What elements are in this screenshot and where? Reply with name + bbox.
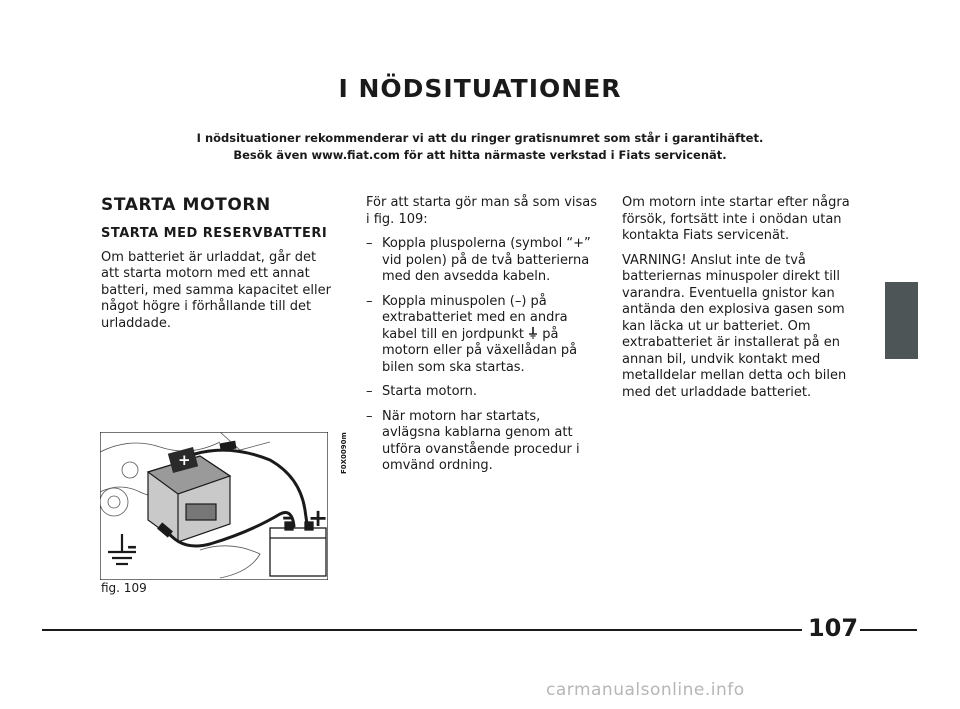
column-2 <box>366 195 601 483</box>
column-1 <box>101 197 336 340</box>
watermark: carmanualsonline.info <box>546 680 745 700</box>
intro-line-2: Besök även www.fiat.com för att hitta närmaste verkstad i Fiats servicenät. <box>233 148 727 162</box>
footer-rule-right <box>860 629 917 631</box>
section-subheading: STARTA MED RESERVBATTERI <box>101 225 328 241</box>
warning-paragraph: VARNING! Anslut inte de två batteriernas minuspoler direkt till varandra. Eventuella gnistor kan antända den explosiva gasen som kan läcka ut ur batteriet. Om extrabatteriet är installerat på en annan bil, undvik kontakt med metalldelar mellan detta och bilen med det urladdade batteriet. <box>622 252 847 400</box>
step-dash: – <box>366 408 373 424</box>
step-text-part-1: Koppla minuspolen (–) på extrabatteriet med en andra kabel till en jordpunkt <box>382 293 568 342</box>
step-4 <box>366 409 601 475</box>
step-text: När motorn har startats, avlägsna kablarna genom att utföra ovanstående procedur i omvänd ordning. <box>382 408 580 473</box>
booster-plus-sign: + <box>308 504 328 532</box>
step-dash: – <box>366 384 373 399</box>
page-title: I NÖDSITUATIONER <box>338 74 622 103</box>
figure-caption: fig. 109 <box>101 581 147 595</box>
step-text <box>382 294 601 377</box>
step-2 <box>366 294 601 377</box>
column-3 <box>622 195 857 409</box>
steps-intro: För att starta gör man så som visas i fig. 109: <box>366 195 598 227</box>
jump-start-illustration <box>100 432 328 580</box>
no-start-paragraph: Om motorn inte startar efter några försök, fortsätt inte i onödan utan kontakta Fiats servicenät. <box>622 195 850 243</box>
step-text: Koppla pluspolerna (symbol “+” vid polen) på de två batterierna med den avsedda kabeln. <box>382 236 591 284</box>
section-heading: STARTA MOTORN <box>101 195 271 215</box>
ground-symbol-icon <box>528 327 538 339</box>
step-dash: – <box>366 236 373 251</box>
ground-minus-sign: – <box>127 534 137 558</box>
battery-paragraph: Om batteriet är urladdat, går det att starta motorn med ett annat batteri, med samma kapacitet eller något högre i förhållande till det urladdade. <box>101 249 331 331</box>
step-text: Starta motorn. <box>382 384 478 399</box>
step-1 <box>366 236 601 286</box>
booster-minus-sign: – <box>282 505 293 530</box>
chapter-tab <box>885 282 918 359</box>
footer-rule-left <box>42 629 802 631</box>
intro-notice <box>150 130 810 164</box>
step-3 <box>366 384 601 401</box>
vehicle-plus-sign: + <box>178 451 191 469</box>
step-dash: – <box>366 293 373 309</box>
figure-code: F0X0090m <box>340 432 348 474</box>
intro-line-1: I nödsituationer rekommenderar vi att du ringer gratisnumret som står i garantihäftet. <box>196 131 764 145</box>
step-text-part-2: på motorn eller på växellådan på bilen som ska startas. <box>382 326 578 375</box>
page-number: 107 <box>807 614 859 642</box>
